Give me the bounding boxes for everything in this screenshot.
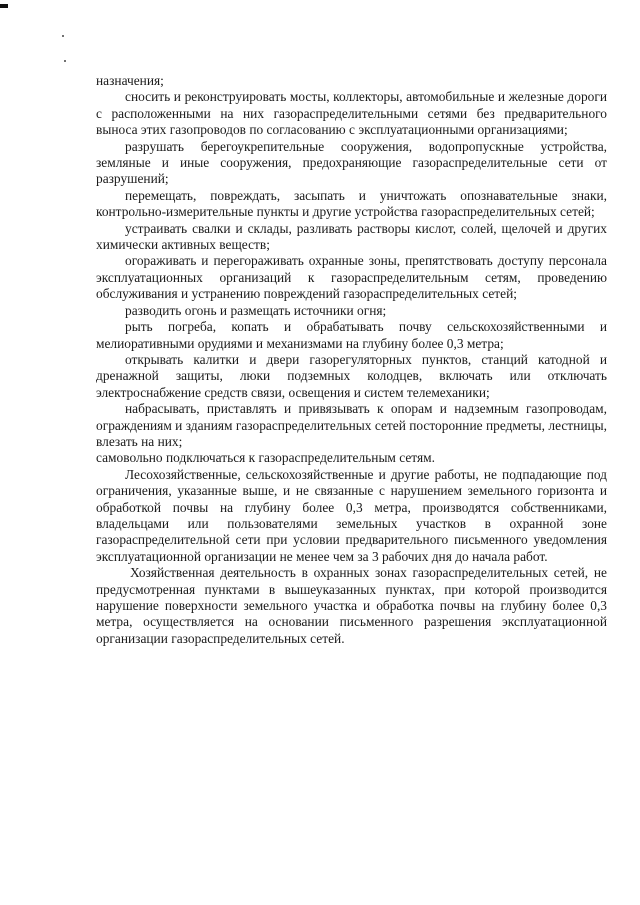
paragraph-gates: открывать калитки и двери газорегуляторных пунктов, станций катодной и дренажной защиты, люки подземных колодцев, включать или отключать электроснабжение средств связи, освещения и систем телемеханики;: [96, 351, 607, 400]
scan-artifact-mark: [0, 4, 8, 8]
paragraph-signs: перемещать, повреждать, засыпать и уничтожать опознавательные знаки, контрольно-измерительные пункты и другие устройства газораспределительных сетей;: [96, 187, 607, 220]
paragraph-fencing: огораживать и перегораживать охранные зоны, препятствовать доступу персонала эксплуатационных организаций к газораспределительным сетям, проведению обслуживания и устранению повреждений газораспределительных сетей;: [96, 253, 607, 302]
paragraph-bridges: сносить и реконструировать мосты, коллекторы, автомобильные и железные дороги с расположенными на них газораспределительными сетями без предварительного выноса этих газопроводов по согласованию с эксплуатационными организациями;: [96, 89, 607, 138]
scan-speck: [64, 60, 66, 62]
paragraph-bank-structures: разрушать берегоукрепительные сооружения, водопропускные устройства, земляные и иные сооружения, предохраняющие газораспределительные сети от разрушений;: [96, 138, 607, 187]
paragraph-continuation: назначения;: [96, 73, 164, 88]
scan-speck: [62, 35, 64, 37]
paragraph-economic-activity: Хозяйственная деятельность в охранных зонах газораспределительных сетей, не предусмотренная пунктами в вышеуказанных пунктах, при которой производится нарушение поверхности земельного участка и обработка почвы на глубину более 0,3 метра, осуществляется на основании письменного разрешения эксплуатационной организации газораспределительных сетей.: [96, 565, 607, 646]
paragraph-fire: разводить огонь и размещать источники огня;: [125, 302, 387, 318]
paragraph-forestry-works: Лесохозяйственные, сельскохозяйственные и другие работы, не подпадающие под ограничения, указанные выше, и не связанные с нарушением земельного горизонта и обработкой почвы на глубину более 0,3 метра, производятся собственниками, владельцами или пользователями земельных участков в охранной зоне газораспределительной сети при условии предварительного письменного уведомления эксплуатационной организации не менее чем за 3 рабочих дня до начала работ.: [96, 466, 607, 564]
paragraph-connecting: самовольно подключаться к газораспределительным сетям.: [96, 450, 435, 466]
paragraph-digging: рыть погреба, копать и обрабатывать почву сельскохозяйственными и мелиоративными орудиями и механизмами на глубину более 0,3 метра;: [96, 319, 607, 351]
paragraph-dumps: устраивать свалки и склады, разливать растворы кислот, солей, щелочей и других химически активных веществ;: [96, 220, 607, 253]
paragraph-throwing: набрасывать, приставлять и привязывать к опорам и надземным газопроводам, ограждениям и зданиям газораспределительных сетей посторонние предметы, лестницы, влезать на них;: [96, 401, 607, 449]
document-body: [96, 73, 607, 647]
